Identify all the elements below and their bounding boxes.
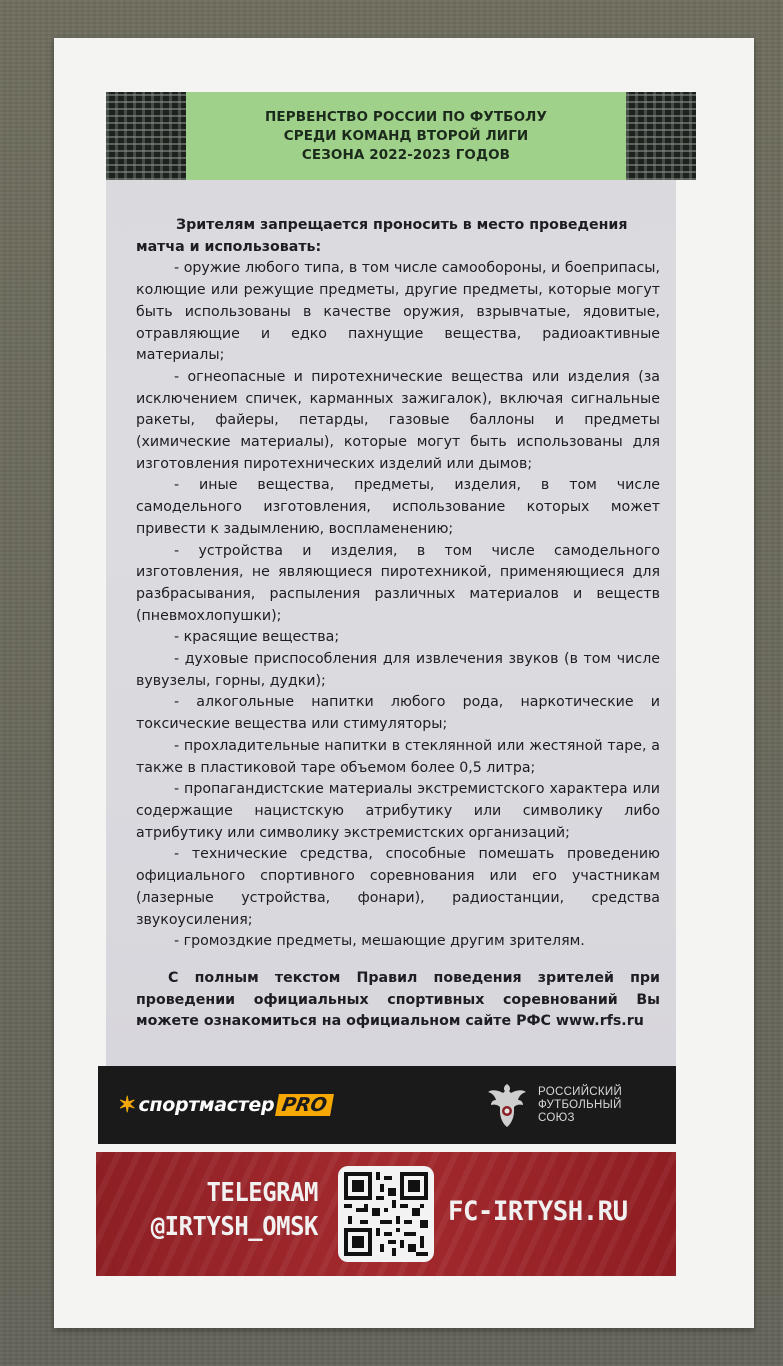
rules-footer-note: С полным текстом Правил поведения зрителей при проведении официальных спортивных соревнований Вы можете ознакомиться на официальном сайте РФС www.rfs.ru — [136, 969, 660, 1030]
rfs-line-2: ФУТБОЛЬНЫЙ — [538, 1098, 622, 1111]
rule-item: - иные вещества, предметы, изделия, в том числе самодельного изготовления, использование которых может привести к задымлению, воспламенению; — [136, 477, 660, 537]
qr-code-icon — [338, 1166, 434, 1262]
social-bar — [96, 1152, 676, 1276]
rfs-text — [538, 1086, 622, 1125]
header-title-line-2: СРЕДИ КОМАНД ВТОРОЙ ЛИГИ — [283, 127, 529, 144]
telegram-handle: @IRTYSH_OMSK — [150, 1212, 318, 1242]
header-pattern-left — [106, 92, 186, 180]
rfs-line-3: СОЮЗ — [538, 1111, 575, 1124]
website-link[interactable]: FC-IRTYSH.RU — [448, 1196, 628, 1227]
telegram-label: TELEGRAM — [206, 1178, 318, 1208]
runner-icon: ✶ — [118, 1092, 137, 1117]
header-title-block — [186, 92, 626, 180]
header-title-line-3: СЕЗОНА 2022-2023 ГОДОВ — [301, 146, 511, 163]
header-pattern-right — [626, 92, 696, 180]
rules-text — [136, 215, 660, 1033]
championship-header — [106, 92, 696, 180]
header-title-line-1: ПЕРВЕНСТВО РОССИИ ПО ФУТБОЛУ — [265, 108, 547, 125]
rule-item: - оружие любого типа, в том числе самообороны, и боеприпасы, колющие или режущие предметы, другие предметы, которые могут быть использованы в качестве оружия, взрывчатые, ядовитые, отравляющие и едко пахнущие вещества, радиоактивные материалы; — [136, 260, 660, 364]
qr-code-pattern — [344, 1172, 428, 1256]
rule-item: - алкогольные напитки любого рода, наркотические и токсические вещества или стимуляторы; — [136, 694, 660, 733]
rule-item: - устройства и изделия, в том числе самодельного изготовления, не являющиеся пиротехникой, применяющиеся для разбрасывания, распыления различных материалов и веществ (пневмохлопушки); — [136, 542, 660, 624]
rfs-logo — [486, 1080, 622, 1130]
rfs-line-1: РОССИЙСКИЙ — [538, 1085, 623, 1098]
rule-item: - огнеопасные и пиротехнические вещества или изделия (за исключением спичек, карманных зажигалок), включая сигнальные ракеты, файеры, петарды, газовые баллоны и предметы (химические материалы), которые могут быть использованы для изготовления пиротехнических изделий или дымов; — [136, 368, 660, 472]
sportmaster-pro-badge: PRO — [275, 1094, 334, 1116]
eagle-emblem-icon — [486, 1080, 528, 1130]
telegram-block — [96, 1176, 318, 1244]
rule-item: - духовые приспособления для извлечения звуков (в том числе вувузелы, горны, дудки); — [136, 651, 660, 689]
rule-item: - красящие вещества; — [174, 629, 340, 646]
rules-intro: Зрителям запрещается проносить в место проведения матча и использовать: — [136, 217, 628, 255]
rule-item: - прохладительные напитки в стеклянной или жестяной таре, а также в пластиковой таре объемом более 0,5 литра; — [136, 737, 660, 776]
rule-item: - технические средства, способные помешать проведению официального спортивного соревнования или его участникам (лазерные устройства, фонари), радиостанции, средства звукоусиления; — [136, 846, 660, 928]
sponsor-bar — [98, 1066, 676, 1144]
rule-item: - пропагандистские материалы экстремистского характера или содержащие нацистскую атрибутику или символику либо атрибутику или символику экстремистских организаций; — [136, 781, 660, 841]
rule-item: - громоздкие предметы, мешающие другим зрителям. — [174, 933, 585, 950]
sportmaster-logo — [118, 1092, 332, 1118]
sportmaster-name: спортмастер — [138, 1094, 275, 1116]
